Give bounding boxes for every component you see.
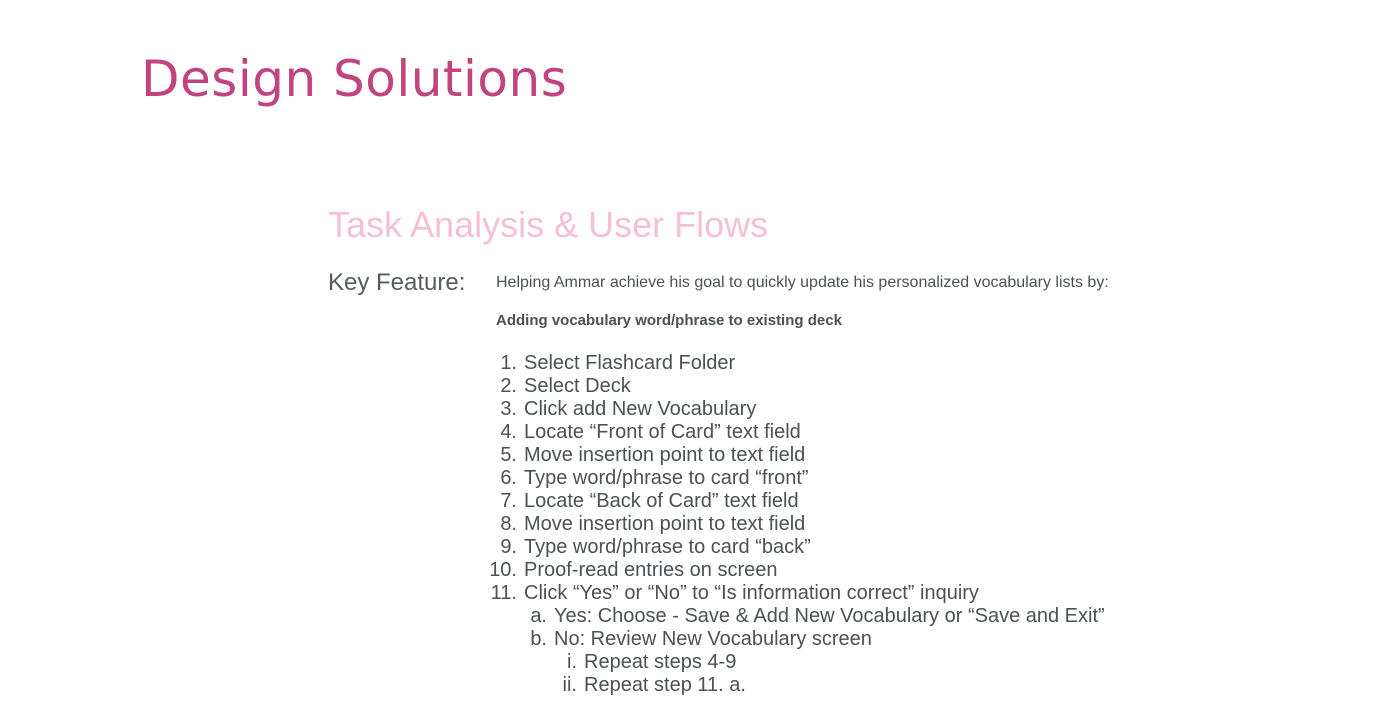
step-number: 9.: [500, 536, 517, 558]
step-number: i.: [567, 651, 577, 673]
step-number: 11.: [490, 582, 517, 604]
step-number: 1.: [500, 352, 517, 374]
step-text: Type word/phrase to card “front”: [524, 467, 809, 489]
step-text: Repeat step 11. a.: [584, 674, 746, 696]
step-number: 6.: [500, 467, 517, 489]
step-number: 2.: [500, 375, 517, 397]
step-number: a.: [530, 605, 547, 627]
step-text: Locate “Back of Card” text field: [524, 490, 799, 512]
step-text: Yes: Choose - Save & Add New Vocabulary or “Save and Exit”: [554, 605, 1105, 627]
step-text: Move insertion point to text field: [524, 513, 806, 535]
step-text: Locate “Front of Card” text field: [524, 421, 801, 443]
step-text: Move insertion point to text field: [524, 444, 806, 466]
step-number: ii.: [562, 674, 577, 696]
step-text: No: Review New Vocabulary screen: [554, 628, 872, 650]
key-feature-label: Key Feature:: [328, 269, 466, 296]
step-text: Proof-read entries on screen: [524, 559, 778, 581]
step-number: 5.: [500, 444, 517, 466]
step-text: Click add New Vocabulary: [524, 398, 757, 420]
step-number: 3.: [500, 398, 517, 420]
section-subtitle: Task Analysis & User Flows: [328, 204, 769, 245]
step-text: Type word/phrase to card “back”: [524, 536, 811, 558]
step-number: 8.: [500, 513, 517, 535]
step-text: Click “Yes” or “No” to “Is information correct” inquiry: [524, 582, 979, 604]
step-text: Repeat steps 4-9: [584, 651, 737, 673]
key-feature-description: Helping Ammar achieve his goal to quickly update his personalized vocabulary lists by:: [496, 274, 1109, 291]
step-number: 10.: [489, 559, 517, 581]
step-number: b.: [530, 628, 547, 650]
step-text: Select Flashcard Folder: [524, 352, 736, 374]
step-number: 4.: [500, 421, 517, 443]
step-number: 7.: [500, 490, 517, 512]
task-heading: Adding vocabulary word/phrase to existing deck: [496, 312, 842, 329]
page-title: Design Solutions: [141, 50, 568, 108]
step-text: Select Deck: [524, 375, 631, 397]
